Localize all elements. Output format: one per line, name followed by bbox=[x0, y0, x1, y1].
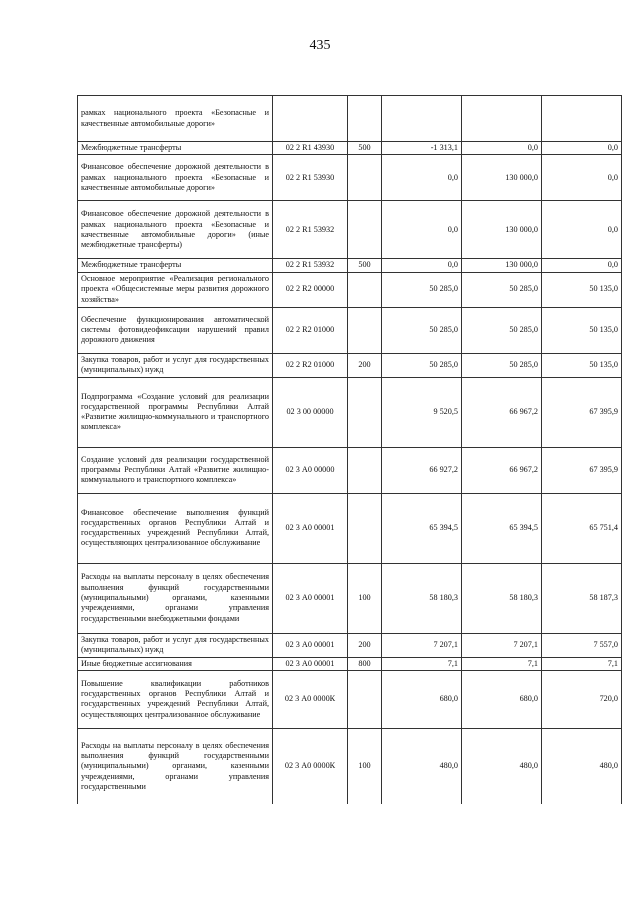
table-row bbox=[78, 259, 622, 272]
row-type-cell bbox=[348, 272, 382, 307]
table-row bbox=[78, 563, 622, 633]
row-code-cell: 02 2 R1 53930 bbox=[273, 155, 348, 201]
row-name-cell: рамках национального проекта «Безопасные и качественные автомобильные дороги» bbox=[78, 96, 273, 142]
budget-table-body bbox=[78, 96, 622, 805]
row-amount-year1-cell: 50 285,0 bbox=[382, 272, 462, 307]
row-amount-year3-cell: 0,0 bbox=[542, 201, 622, 259]
row-name-cell: Расходы на выплаты персоналу в целях обеспечения выполнения функций государственными (муниципальными) органами, казенными учреждениями, органами управления государственными bbox=[78, 728, 273, 804]
row-amount-year1-cell: 58 180,3 bbox=[382, 563, 462, 633]
table-row bbox=[78, 447, 622, 493]
row-type-cell bbox=[348, 377, 382, 447]
row-amount-year2-cell: 65 394,5 bbox=[462, 493, 542, 563]
row-amount-year2-cell: 130 000,0 bbox=[462, 259, 542, 272]
row-amount-year2-cell: 66 967,2 bbox=[462, 377, 542, 447]
table-row bbox=[78, 201, 622, 259]
table-row bbox=[78, 307, 622, 353]
row-amount-year2-cell: 0,0 bbox=[462, 142, 542, 155]
row-name-cell: Финансовое обеспечение дорожной деятельности в рамках национального проекта «Безопасные и качественные автомобильные дороги» (иные межбюджетные трансферты) bbox=[78, 201, 273, 259]
row-amount-year2-cell: 480,0 bbox=[462, 728, 542, 804]
row-name-cell: Закупка товаров, работ и услуг для государственных (муниципальных) нужд bbox=[78, 353, 273, 377]
row-amount-year1-cell bbox=[382, 96, 462, 142]
row-amount-year1-cell: 7 207,1 bbox=[382, 633, 462, 657]
row-amount-year1-cell: 0,0 bbox=[382, 155, 462, 201]
row-amount-year1-cell: 480,0 bbox=[382, 728, 462, 804]
row-amount-year2-cell: 66 967,2 bbox=[462, 447, 542, 493]
row-name-cell: Иные бюджетные ассигнования bbox=[78, 657, 273, 670]
row-code-cell: 02 3 А0 00001 bbox=[273, 633, 348, 657]
row-name-cell: Финансовое обеспечение дорожной деятельности в рамках национального проекта «Безопасные и качественные автомобильные дороги» bbox=[78, 155, 273, 201]
row-amount-year2-cell: 130 000,0 bbox=[462, 201, 542, 259]
row-type-cell bbox=[348, 493, 382, 563]
row-code-cell: 02 2 R1 53932 bbox=[273, 259, 348, 272]
row-code-cell: 02 2 R1 53932 bbox=[273, 201, 348, 259]
row-name-cell: Межбюджетные трансферты bbox=[78, 259, 273, 272]
row-amount-year3-cell: 7,1 bbox=[542, 657, 622, 670]
row-code-cell: 02 2 R2 00000 bbox=[273, 272, 348, 307]
row-type-cell bbox=[348, 96, 382, 142]
row-name-cell: Расходы на выплаты персоналу в целях обеспечения выполнения функций государственными (муниципальными) органами, казенными учреждениями, органами управления государственными внебюджетными фондами bbox=[78, 563, 273, 633]
table-row bbox=[78, 633, 622, 657]
row-amount-year1-cell: 65 394,5 bbox=[382, 493, 462, 563]
row-code-cell: 02 3 А0 0000К bbox=[273, 670, 348, 728]
row-amount-year1-cell: 7,1 bbox=[382, 657, 462, 670]
row-name-cell: Закупка товаров, работ и услуг для государственных (муниципальных) нужд bbox=[78, 633, 273, 657]
row-amount-year3-cell: 480,0 bbox=[542, 728, 622, 804]
row-amount-year3-cell: 50 135,0 bbox=[542, 353, 622, 377]
row-amount-year1-cell: 680,0 bbox=[382, 670, 462, 728]
row-type-cell: 800 bbox=[348, 657, 382, 670]
row-type-cell bbox=[348, 201, 382, 259]
row-amount-year2-cell: 130 000,0 bbox=[462, 155, 542, 201]
row-name-cell: Межбюджетные трансферты bbox=[78, 142, 273, 155]
row-type-cell bbox=[348, 447, 382, 493]
row-type-cell bbox=[348, 307, 382, 353]
table-row bbox=[78, 670, 622, 728]
row-amount-year3-cell: 67 395,9 bbox=[542, 377, 622, 447]
row-amount-year2-cell: 7,1 bbox=[462, 657, 542, 670]
row-type-cell: 200 bbox=[348, 353, 382, 377]
row-amount-year1-cell: 0,0 bbox=[382, 259, 462, 272]
row-code-cell: 02 3 А0 0000К bbox=[273, 728, 348, 804]
row-code-cell: 02 3 А0 00001 bbox=[273, 563, 348, 633]
row-name-cell: Основное мероприятие «Реализация регионального проекта «Общесистемные меры развития дорожного хозяйства» bbox=[78, 272, 273, 307]
row-amount-year1-cell: 50 285,0 bbox=[382, 353, 462, 377]
row-amount-year3-cell: 0,0 bbox=[542, 155, 622, 201]
row-type-cell bbox=[348, 670, 382, 728]
table-row bbox=[78, 272, 622, 307]
table-row bbox=[78, 353, 622, 377]
row-amount-year2-cell: 50 285,0 bbox=[462, 353, 542, 377]
row-amount-year2-cell: 58 180,3 bbox=[462, 563, 542, 633]
row-amount-year2-cell: 50 285,0 bbox=[462, 272, 542, 307]
row-amount-year3-cell: 50 135,0 bbox=[542, 272, 622, 307]
row-amount-year3-cell bbox=[542, 96, 622, 142]
row-name-cell: Обеспечение функционирования автоматической системы фотовидеофиксации нарушений правил дорожного движения bbox=[78, 307, 273, 353]
table-row bbox=[78, 96, 622, 142]
table-row bbox=[78, 155, 622, 201]
table-row bbox=[78, 493, 622, 563]
row-type-cell: 200 bbox=[348, 633, 382, 657]
row-name-cell: Финансовое обеспечение выполнения функций государственных органов Республики Алтай и государственных учреждений Республики Алтай, осуществляющих централизованное обслуживание bbox=[78, 493, 273, 563]
row-amount-year3-cell: 720,0 bbox=[542, 670, 622, 728]
table-row bbox=[78, 142, 622, 155]
budget-table bbox=[77, 95, 622, 804]
row-amount-year3-cell: 67 395,9 bbox=[542, 447, 622, 493]
row-amount-year3-cell: 7 557,0 bbox=[542, 633, 622, 657]
row-name-cell: Создание условий для реализации государственной программы Республики Алтай «Развитие жилищно-коммунального и транспортного комплекса» bbox=[78, 447, 273, 493]
row-amount-year3-cell: 0,0 bbox=[542, 142, 622, 155]
row-amount-year3-cell: 50 135,0 bbox=[542, 307, 622, 353]
page-number: 435 bbox=[309, 38, 331, 53]
row-amount-year2-cell: 50 285,0 bbox=[462, 307, 542, 353]
row-code-cell: 02 2 R1 43930 bbox=[273, 142, 348, 155]
row-code-cell bbox=[273, 96, 348, 142]
row-code-cell: 02 2 R2 01000 bbox=[273, 307, 348, 353]
table-row bbox=[78, 728, 622, 804]
row-type-cell: 100 bbox=[348, 728, 382, 804]
row-amount-year1-cell: -1 313,1 bbox=[382, 142, 462, 155]
row-amount-year1-cell: 9 520,5 bbox=[382, 377, 462, 447]
row-amount-year3-cell: 0,0 bbox=[542, 259, 622, 272]
row-code-cell: 02 3 А0 00000 bbox=[273, 447, 348, 493]
row-type-cell: 100 bbox=[348, 563, 382, 633]
row-amount-year1-cell: 66 927,2 bbox=[382, 447, 462, 493]
row-amount-year2-cell bbox=[462, 96, 542, 142]
row-type-cell bbox=[348, 155, 382, 201]
row-code-cell: 02 3 А0 00001 bbox=[273, 657, 348, 670]
row-amount-year1-cell: 50 285,0 bbox=[382, 307, 462, 353]
row-amount-year1-cell: 0,0 bbox=[382, 201, 462, 259]
row-code-cell: 02 2 R2 01000 bbox=[273, 353, 348, 377]
table-row bbox=[78, 377, 622, 447]
row-code-cell: 02 3 А0 00001 bbox=[273, 493, 348, 563]
row-code-cell: 02 3 00 00000 bbox=[273, 377, 348, 447]
table-row bbox=[78, 657, 622, 670]
row-name-cell: Подпрограмма «Создание условий для реализации государственной программы Республики Алтай «Развитие жилищно-коммунального и транспортного комплекса» bbox=[78, 377, 273, 447]
row-amount-year3-cell: 65 751,4 bbox=[542, 493, 622, 563]
row-type-cell: 500 bbox=[348, 259, 382, 272]
row-type-cell: 500 bbox=[348, 142, 382, 155]
row-amount-year3-cell: 58 187,3 bbox=[542, 563, 622, 633]
row-name-cell: Повышение квалификации работников государственных органов Республики Алтай и государственных учреждений Республики Алтай, осуществляющих централизованное обслуживание bbox=[78, 670, 273, 728]
row-amount-year2-cell: 680,0 bbox=[462, 670, 542, 728]
row-amount-year2-cell: 7 207,1 bbox=[462, 633, 542, 657]
